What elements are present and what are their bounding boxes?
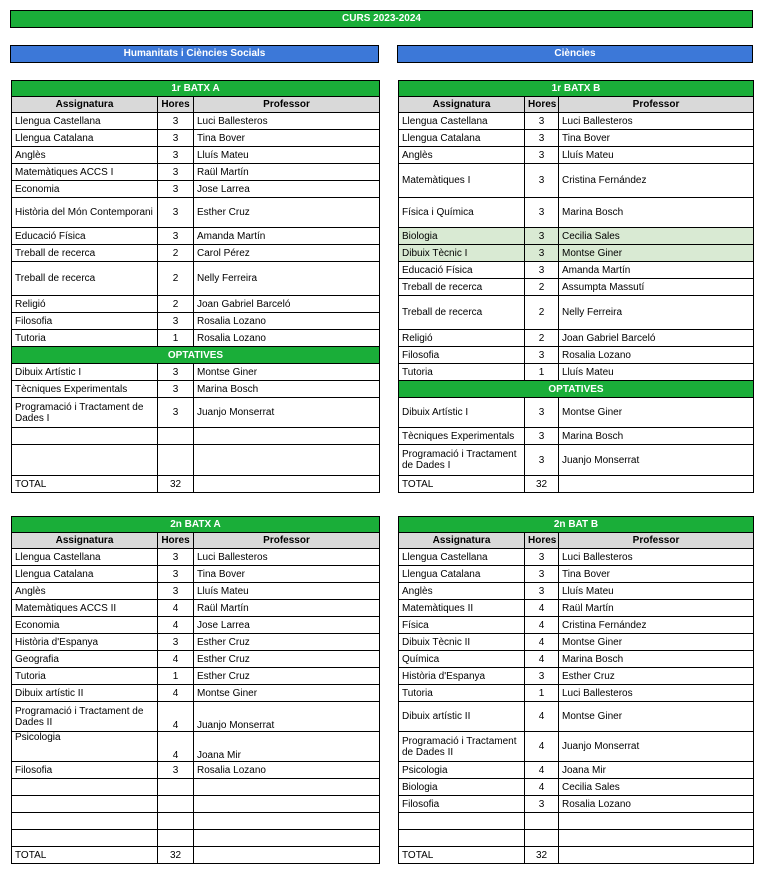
teacher-cell: Rosalia Lozano [559,347,754,364]
teacher-cell: Montse Giner [194,364,380,381]
teacher-cell: Lluís Mateu [559,147,754,164]
teacher-cell: Esther Cruz [194,668,380,685]
hours-cell: 4 [158,600,194,617]
subject-cell: Llengua Catalana [399,566,525,583]
table-row [12,245,380,262]
hours-cell: 3 [158,583,194,600]
teacher-cell: Esther Cruz [194,198,380,228]
teacher-cell: Tina Bover [194,130,380,147]
teacher-cell: Montse Giner [194,685,380,702]
subject-cell: Dibuix artístic II [399,702,525,732]
teacher-cell: Nelly Ferreira [559,296,754,330]
subject-cell: Dibuix Tècnic I [399,245,525,262]
teacher-cell: Marina Bosch [559,428,754,445]
table-row [399,702,754,732]
subject-cell: Química [399,651,525,668]
table-row [12,181,380,198]
hours-cell: 3 [525,583,559,600]
teacher-cell: Amanda Martín [194,228,380,245]
table-row [399,330,754,347]
hours-cell: 3 [158,381,194,398]
total-hours: 32 [525,476,559,493]
teacher-cell: Luci Ballesteros [194,113,380,130]
empty-row [12,428,380,445]
teacher-cell: Esther Cruz [194,651,380,668]
subject-cell: Matemàtiques ACCS I [12,164,158,181]
teacher-cell: Cristina Fernández [559,617,754,634]
table-row [399,364,754,381]
table-row [399,164,754,198]
teacher-cell: Rosalia Lozano [559,796,754,813]
teacher-cell: Montse Giner [559,702,754,732]
hours-cell: 3 [158,228,194,245]
subject-cell: Economia [12,181,158,198]
branch-sciences-bar: Ciències [397,45,753,63]
col-hours: Hores [158,97,194,113]
subject-cell: Treball de recerca [12,262,158,296]
hours-cell: 3 [525,445,559,476]
subject-cell: Dibuix Artístic I [12,364,158,381]
hours-cell: 3 [158,634,194,651]
hours-cell: 3 [158,549,194,566]
col-hours: Hores [525,97,559,113]
subject-cell: Llengua Castellana [12,113,158,130]
hours-cell: 4 [158,651,194,668]
teacher-cell: Lluís Mateu [194,147,380,164]
course-title-bar: CURS 2023-2024 [10,10,753,28]
subject-cell: Dibuix Tècnic II [399,634,525,651]
teacher-cell: Raül Martín [194,164,380,181]
subject-cell: Tutoria [12,330,158,347]
col-subject: Assignatura [12,533,158,549]
subject-cell: Treball de recerca [12,245,158,262]
empty-row [12,779,380,796]
table-row [399,651,754,668]
table-title: 1r BATX A [12,81,380,97]
subject-cell: Programació i Tractament de Dades I [399,445,525,476]
table-row-highlighted [399,245,754,262]
table-row [12,732,380,762]
teacher-cell: Cecilia Sales [559,228,754,245]
table-row [399,262,754,279]
teacher-cell: Joana Mir [194,732,380,762]
hours-cell: 3 [525,147,559,164]
hours-cell: 4 [525,634,559,651]
hours-cell: 2 [525,279,559,296]
subject-cell: Llengua Catalana [12,130,158,147]
subject-cell: Filosofia [399,796,525,813]
subject-cell: Religió [12,296,158,313]
hours-cell: 3 [158,198,194,228]
subject-cell: Anglès [399,147,525,164]
teacher-cell: Marina Bosch [194,381,380,398]
table-row [399,583,754,600]
hours-cell: 3 [158,762,194,779]
subject-cell: Geografia [12,651,158,668]
hours-cell: 3 [525,113,559,130]
subject-cell: Biologia [399,779,525,796]
subject-cell: Dibuix artístic II [12,685,158,702]
teacher-cell: Marina Bosch [559,198,754,228]
hours-cell: 4 [525,702,559,732]
hours-cell: 4 [158,617,194,634]
teacher-cell: Juanjo Monserrat [194,702,380,732]
subject-cell: Psicologia [12,732,158,762]
total-hours: 32 [158,476,194,493]
subject-cell: Tècniques Experimentals [399,428,525,445]
subject-cell: Física i Química [399,198,525,228]
table-row [399,296,754,330]
hours-cell: 1 [525,685,559,702]
hours-cell: 3 [158,313,194,330]
total-row [12,847,380,864]
teacher-cell: Carol Pérez [194,245,380,262]
hours-cell: 4 [525,600,559,617]
subject-cell: Treball de recerca [399,296,525,330]
col-subject: Assignatura [12,97,158,113]
table-1r-batx-b [398,80,754,493]
teacher-cell: Montse Giner [559,245,754,262]
hours-cell: 4 [525,732,559,762]
teacher-cell: Tina Bover [559,130,754,147]
subject-cell: Matemàtiques I [399,164,525,198]
branch-humanities-bar: Humanitats i Ciències Socials [10,45,379,63]
hours-cell: 3 [158,164,194,181]
hours-cell: 3 [158,364,194,381]
teacher-cell: Luci Ballesteros [559,549,754,566]
table-row [12,702,380,732]
teacher-cell: Raül Martín [194,600,380,617]
total-label: TOTAL [399,847,525,864]
teacher-cell: Joan Gabriel Barceló [559,330,754,347]
table-row [12,313,380,330]
table-row [12,600,380,617]
hours-cell: 3 [525,398,559,428]
total-hours: 32 [158,847,194,864]
hours-cell: 3 [525,796,559,813]
table-row [399,600,754,617]
table-row [399,398,754,428]
table-row [399,279,754,296]
subject-cell: Llengua Catalana [12,566,158,583]
table-row [12,566,380,583]
table-row [12,617,380,634]
optatives-header: OPTATIVES [399,381,754,398]
subject-cell: Història d'Espanya [399,668,525,685]
subject-cell: Història d'Espanya [12,634,158,651]
col-teacher: Professor [559,97,754,113]
col-teacher: Professor [194,97,380,113]
subject-cell: Anglès [399,583,525,600]
hours-cell: 1 [158,668,194,685]
teacher-cell: Tina Bover [559,566,754,583]
teacher-cell: Joana Mir [559,762,754,779]
teacher-cell: Juanjo Monserrat [194,398,380,428]
hours-cell: 3 [525,566,559,583]
table-row [12,113,380,130]
table-row [12,296,380,313]
subject-cell: Llengua Castellana [399,113,525,130]
hours-cell: 3 [158,566,194,583]
hours-cell: 3 [158,398,194,428]
teacher-cell: Juanjo Monserrat [559,445,754,476]
teacher-cell: Luci Ballesteros [559,685,754,702]
col-subject: Assignatura [399,97,525,113]
hours-cell: 4 [525,779,559,796]
subject-cell: Anglès [12,583,158,600]
hours-cell: 1 [525,364,559,381]
hours-cell: 3 [158,181,194,198]
table-row [12,398,380,428]
teacher-cell: Luci Ballesteros [194,549,380,566]
hours-cell: 1 [158,330,194,347]
table-row [12,762,380,779]
table-title: 1r BATX B [399,81,754,97]
table-row [399,198,754,228]
col-teacher: Professor [194,533,380,549]
teacher-cell: Assumpta Massutí [559,279,754,296]
hours-cell: 4 [525,617,559,634]
teacher-cell: Esther Cruz [194,634,380,651]
table-row [399,779,754,796]
table-row [12,668,380,685]
table-row [399,566,754,583]
subject-cell: Treball de recerca [399,279,525,296]
table-row [399,549,754,566]
table-row [12,685,380,702]
table-row [12,130,380,147]
table-row [12,262,380,296]
hours-cell: 3 [525,428,559,445]
hours-cell: 2 [158,296,194,313]
hours-cell: 4 [158,732,194,762]
teacher-cell: Marina Bosch [559,651,754,668]
subject-cell: Física [399,617,525,634]
table-row [12,549,380,566]
subject-cell: Psicologia [399,762,525,779]
table-row [399,445,754,476]
teacher-cell: Montse Giner [559,398,754,428]
teacher-cell: Rosalia Lozano [194,313,380,330]
subject-cell: Educació Física [12,228,158,245]
col-hours: Hores [158,533,194,549]
teacher-cell: Rosalia Lozano [194,330,380,347]
empty-row [12,445,380,476]
hours-cell: 2 [158,245,194,262]
subject-cell: Programació i Tractament de Dades II [399,732,525,762]
empty-row [399,813,754,830]
subject-cell: Tutoria [399,685,525,702]
table-row [12,651,380,668]
subject-cell: Programació i Tractament de Dades I [12,398,158,428]
teacher-cell: Lluís Mateu [559,364,754,381]
hours-cell: 3 [158,130,194,147]
hours-cell: 2 [525,330,559,347]
empty-row [12,813,380,830]
hours-cell: 3 [525,130,559,147]
subject-cell: Tutoria [399,364,525,381]
hours-cell: 3 [525,164,559,198]
hours-cell: 3 [525,245,559,262]
teacher-cell: Jose Larrea [194,181,380,198]
total-label: TOTAL [12,476,158,493]
hours-cell: 3 [525,347,559,364]
table-row [12,164,380,181]
teacher-cell: Nelly Ferreira [194,262,380,296]
hours-cell: 3 [525,549,559,566]
teacher-cell: Jose Larrea [194,617,380,634]
hours-cell: 4 [158,685,194,702]
table-row [399,130,754,147]
table-row [12,228,380,245]
subject-cell: Llengua Castellana [399,549,525,566]
teacher-cell: Amanda Martín [559,262,754,279]
hours-cell: 2 [158,262,194,296]
total-label: TOTAL [12,847,158,864]
subject-cell: Economia [12,617,158,634]
teacher-cell: Raül Martín [559,600,754,617]
empty-row [399,830,754,847]
subject-cell: Filosofia [399,347,525,364]
teacher-cell: Cecilia Sales [559,779,754,796]
total-row [12,476,380,493]
table-row-highlighted [399,228,754,245]
table-row [399,762,754,779]
table-row [399,796,754,813]
teacher-cell: Rosalia Lozano [194,762,380,779]
table-row [399,147,754,164]
teacher-cell: Tina Bover [194,566,380,583]
table-2n-batx-a [11,516,380,864]
hours-cell: 3 [525,228,559,245]
table-row [12,583,380,600]
hours-cell: 3 [525,198,559,228]
table-row [399,685,754,702]
total-row [399,476,754,493]
subject-cell: Programació i Tractament de Dades II [12,702,158,732]
empty-row [12,796,380,813]
teacher-cell: Lluís Mateu [194,583,380,600]
hours-cell: 3 [525,668,559,685]
teacher-cell: Cristina Fernández [559,164,754,198]
subject-cell: Educació Física [399,262,525,279]
table-title: 2n BATX A [12,517,380,533]
table-row [12,364,380,381]
teacher-cell: Joan Gabriel Barceló [194,296,380,313]
table-row [12,381,380,398]
subject-cell: Tècniques Experimentals [12,381,158,398]
table-2n-bat-b [398,516,754,864]
col-subject: Assignatura [399,533,525,549]
subject-cell: Religió [399,330,525,347]
table-row [399,113,754,130]
table-row [12,634,380,651]
subject-cell: Llengua Catalana [399,130,525,147]
table-row [399,732,754,762]
table-row [399,617,754,634]
table-1r-batx-a [11,80,380,493]
subject-cell: Anglès [12,147,158,164]
hours-cell: 3 [158,147,194,164]
optatives-header: OPTATIVES [12,347,380,364]
subject-cell: Filosofia [12,762,158,779]
hours-cell: 4 [158,702,194,732]
table-row [399,347,754,364]
subject-cell: Matemàtiques ACCS II [12,600,158,617]
col-teacher: Professor [559,533,754,549]
teacher-cell: Lluís Mateu [559,583,754,600]
col-hours: Hores [525,533,559,549]
table-row [12,330,380,347]
teacher-cell: Montse Giner [559,634,754,651]
subject-cell: Història del Món Contemporani [12,198,158,228]
subject-cell: Dibuix Artístic I [399,398,525,428]
total-label: TOTAL [399,476,525,493]
table-row [12,147,380,164]
subject-cell: Biologia [399,228,525,245]
hours-cell: 4 [525,651,559,668]
total-hours: 32 [525,847,559,864]
hours-cell: 4 [525,762,559,779]
teacher-cell: Esther Cruz [559,668,754,685]
teacher-cell: Luci Ballesteros [559,113,754,130]
total-row [399,847,754,864]
table-row [399,668,754,685]
table-row [399,428,754,445]
table-row [399,634,754,651]
hours-cell: 3 [158,113,194,130]
subject-cell: Filosofia [12,313,158,330]
table-title: 2n BAT B [399,517,754,533]
hours-cell: 2 [525,296,559,330]
hours-cell: 3 [525,262,559,279]
subject-cell: Matemàtiques II [399,600,525,617]
subject-cell: Tutoria [12,668,158,685]
table-row [12,198,380,228]
subject-cell: Llengua Castellana [12,549,158,566]
empty-row [12,830,380,847]
teacher-cell: Juanjo Monserrat [559,732,754,762]
